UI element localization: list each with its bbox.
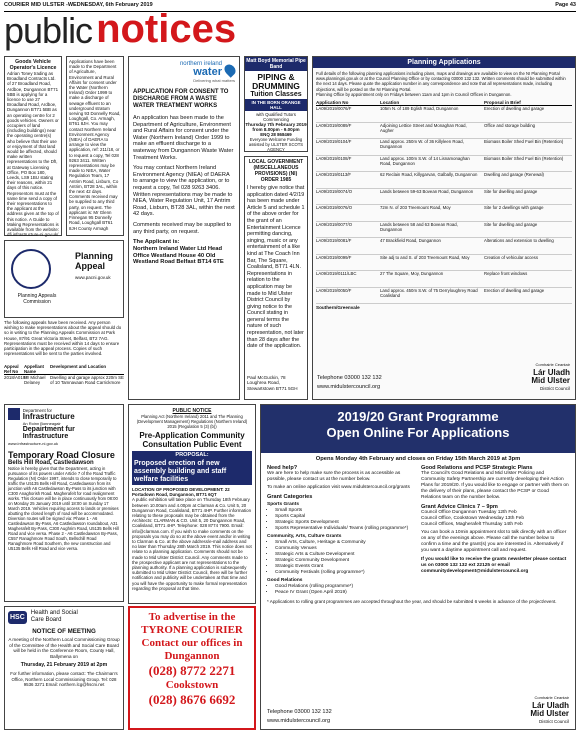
grant-logo-line1: Comhairle Ceantair bbox=[534, 695, 569, 700]
piping-date: Thursday 7th February 2019 bbox=[245, 122, 307, 127]
table-row bbox=[316, 238, 572, 255]
piping-extra: Everyone Welcome Funding assisted by ULSTER SCOTS AGENCY bbox=[248, 137, 304, 152]
grant-sports-heading: Sports Grants bbox=[267, 502, 299, 507]
grant-col-left bbox=[267, 465, 413, 596]
app-location: 62 Reclain Road, Killygarvan, Galbally, Dungannon bbox=[380, 172, 478, 177]
niw-para3: Comments received may be supplied to any third party, on request. bbox=[133, 221, 232, 235]
appeal-row bbox=[4, 375, 124, 385]
table-row bbox=[316, 139, 572, 156]
niw-title: APPLICATION FOR CONSENT TO DISCHARGE FROM A WASTE WATER TREATMENT WORKS bbox=[133, 89, 229, 109]
grant-phone: Telephone 03000 132 132 bbox=[267, 709, 332, 715]
pac-logo-icon bbox=[11, 249, 51, 289]
pac-web: www.pacni.gov.uk bbox=[75, 275, 111, 280]
app-proposal: Office and storage building bbox=[484, 122, 536, 128]
planning-council-logo bbox=[531, 361, 570, 393]
daera-consent-notice bbox=[66, 56, 124, 236]
table-row bbox=[316, 172, 572, 189]
grant-col-right bbox=[421, 465, 569, 596]
niw-para2: You may contact Northern Ireland Environment Agency (NIEA) of DAERA to arrange to view the application, or to request a copy, Tel 028 9263 3406. Written representations may be made to NIEA, Water Regulation Unit, 17 Antrim Road, Lisburn, BT28 3AL, within the next 42 days. bbox=[133, 165, 235, 218]
advert-line3: Contact our offices in bbox=[141, 637, 243, 649]
council-logo-line2: Lár Uladh bbox=[533, 368, 570, 377]
dfi-line2: Infrastructure bbox=[22, 412, 75, 421]
piping-notice bbox=[244, 56, 308, 152]
niw-applicant-label: The Applicant is: bbox=[133, 239, 180, 246]
list-item: • Sports Representative Individuals/ Teams (rolling programme*) bbox=[275, 526, 413, 532]
app-number: LA09/2019/0111/LBC bbox=[316, 271, 357, 276]
niw-notice bbox=[128, 56, 240, 400]
hsc-notice-title: NOTICE OF MEETING bbox=[32, 628, 96, 635]
grant-community-heading: Community, Arts, Culture Grants bbox=[267, 534, 342, 539]
piping-band: Matt Boyd Memorial Pipe Band bbox=[246, 58, 306, 70]
piping-sub: Tuition Classes bbox=[250, 91, 302, 98]
piping-time: from 8.00pm - 9.00pm bbox=[252, 127, 300, 132]
grant-logo-line2: Lár Uladh bbox=[532, 701, 569, 710]
list-item: • Strategic Sports Development bbox=[275, 520, 413, 526]
app-proposal: Erection of dwelling and garage bbox=[484, 106, 545, 111]
app-proposal: Replace front windows bbox=[484, 271, 528, 276]
advert-line1: To advertise in the bbox=[148, 611, 236, 623]
licence-signer: Paul McGuckin, 78 Loughrea Road, Stewartstown BT71 5GH bbox=[247, 375, 298, 391]
appeal-body: The following appeals have been received. Any person wishing to make representations about the appeal should do so in writing to the Planning Appeals Commission at Park House, 87/91 Great Victoria Street, Belfast, BT2 7AG. Representations must be received within 14 days to ensure participation in the appeal process. Copies of such representations will be sent to the parties involved. bbox=[4, 320, 122, 357]
pn-proposal: Proposed erection of new assembly building and staff welfare facilities bbox=[132, 459, 252, 485]
dfi-mark-icon bbox=[8, 408, 20, 420]
grant-clinic-heading: Grant Advice Clinics 7 – 9pm bbox=[421, 504, 498, 510]
daera-consent-body: Applications have been made to the Department of Agriculture, Environment and Rural Affairs for consent under the Water (Northern Ireland) Order 1999 to make a discharge of sewage effluent to an underground stratum serving 93 Donnelly Road, Loughgall, Co. Armagh, BT61 8JH. You may contact Northern Ireland Environment Agency (NIEA) of DAERA to arrange to view the application, ref: 211/18, or to request a copy, Tel 028 9263 3411. Written representations may be made to NIEA, Water Regulation Team, 17 Antrim Road, Lisburn, Co Antrim, BT28 3AL, within the next 42 days. Comments received may be supplied to any third party, on request. The applicant is: Mr Glenn Finnegan 95 Donnelly Road, Loughgall BT61 8JH County Armagh bbox=[69, 59, 121, 231]
pn-proposal-label: PROPOSAL: bbox=[132, 451, 252, 459]
hsc-meeting-notice bbox=[4, 606, 124, 730]
grant-opens: Opens Monday 4th February and closes on Friday 15th March 2019 at 3pm bbox=[315, 456, 521, 462]
app-number: LA09/2019/0050/F bbox=[316, 287, 352, 293]
appeal-col-ref: Appeal Ref No bbox=[4, 364, 19, 374]
pac-title-line1: Planning bbox=[75, 251, 113, 261]
grant-receive: If you would like to receive the grants newsletter please contact us on 03000 132 132 ext 22125 or email bbox=[421, 557, 567, 568]
hsc-header bbox=[8, 610, 120, 624]
goods-vehicle-body: Adrian Toney trading as Broadland Contracts Ltd. of 27 Broadland Road, Ardboe, Dungannon BT71 5BB is applying for a licence to use 27 Broadland Road, Ardboe, Dungannon BT71 5BB as an operating centre for 2 goods vehicles. Owners or occupiers of land (including buildings) near the operating centre(s) who believe that their use or enjoyment of that land would be affected, should make written representations to the DfI, at Gateway Licensing Office, PO Box 180, Leeds, LS9 1BU stating their reasons, within 21 days of this notice. Representors must at the same time send a copy of their representations to the applicant at the address given at the top of this notice. A Guide to Making Representations is available from the website: dfi.infrastructure-ni.gov.uk/ bbox=[7, 71, 59, 238]
app-location: Lands between 58 and 63 Bovean Road, Dungannon bbox=[380, 221, 458, 232]
licence-title: LOCAL GOVERNMENT (MISCELLANEOUS PROVISIONS) (NI) ORDER 1985 bbox=[248, 159, 304, 183]
grant-need-heading: Need help? bbox=[267, 465, 298, 471]
grant-programme-notice bbox=[260, 404, 576, 730]
niw-tagline: Delivering what matters bbox=[193, 78, 235, 83]
planning-phone: Telephone 03000 132 132 bbox=[317, 375, 382, 381]
goods-vehicle-notice bbox=[4, 56, 62, 236]
grant-footnote: * Applications to rolling grant programmes are accepted throughout the year, and should be submitted 6 weeks in advance of the project/event. bbox=[267, 599, 557, 604]
grant-advice: You can book a 10min appointment slot to talk directly with an officer on any of the evenings above. Please call the number below to confirm a time and the grant(s) you are interested in. Alternatively if you want a daytime appointment call and request. bbox=[421, 530, 567, 553]
appeal-col-name: Appellant Name bbox=[24, 364, 45, 374]
grant-columns bbox=[261, 465, 575, 596]
piping-title: PIPING & DRUMMING bbox=[252, 72, 300, 91]
pn-title: Pre-Application Community Consultation Public Event bbox=[139, 431, 245, 449]
pn-body: A public exhibition will take place on Thursday 18th February between 10.00am and 4.00pm at Clarman & Co. Unit 5, 20 Dungannon Road, Coalisland, BT71 4HP. Further information relating to these proposals may be obtained from the Architects: CLARMAN & CO. Unit 5, 20 Dungannon Road, Coalisland, BT71 4HP. Telephone: 028 8774 7900. Email: info@clarman.com. If you wish to make comments on the proposals you may do so at the above event and/or in writing to Clarman & Co. at the above address/e-mail address and no later than Thursday 28th March 2019. This notice does not relate to a planning application. Comments should not be made to Mid Ulster District Council. Any comments made to the prospective applicant are not representations to the planning authority. If a planning application is subsequently submitted to Mid Ulster District Council, there will be further notification and publicity will be undertaken at that time and you will have the opportunity to make formal representation regarding the proposal at that time. bbox=[132, 497, 252, 591]
app-number: LA09/2019/0076/F bbox=[316, 106, 352, 111]
page-number: Page 43 bbox=[555, 2, 576, 8]
app-proposal: Creation of vehicular access bbox=[484, 254, 538, 260]
masthead-notices: notices bbox=[96, 7, 237, 51]
app-proposal: Dwelling and garage (Renewal) bbox=[484, 172, 544, 177]
grant-banner bbox=[261, 405, 575, 453]
closure-title: Temporary Road Closure bbox=[8, 450, 115, 460]
niw-brand-line1: northern ireland bbox=[179, 61, 222, 67]
masthead bbox=[4, 7, 304, 52]
grant-sports-list bbox=[267, 508, 413, 532]
app-location: 47 Brackfield Road, Dungannon bbox=[380, 238, 441, 243]
grant-council-logo bbox=[530, 694, 569, 726]
planning-office: Planning Office by appointment only on Fridays between 11am and 1pm in Council Offices in Dungannon. bbox=[316, 92, 512, 97]
list-item: Council Office, Cookstown Wednesday 13th Feb bbox=[421, 516, 525, 521]
grant-community-list bbox=[267, 540, 413, 576]
list-item: • Community Venues bbox=[275, 546, 413, 552]
grant-title1: 2019/20 Grant Programme bbox=[337, 409, 499, 424]
piping-line: with Qualified Tutors Commencing bbox=[256, 112, 296, 122]
niw-para1: An application has been made to the Department of Agriculture, Environment and Rural Affairs for consent under the Water (Northern Ireland) Order 1999 to make an effluent discharge to a waterway from Dungannon Waste Water Treatment Works. bbox=[133, 115, 234, 161]
grant-logo-line3: Mid Ulster bbox=[530, 709, 569, 718]
table-row bbox=[316, 222, 572, 239]
app-location: Lands between 59-63 Bovean Road, Dungannon bbox=[380, 188, 474, 194]
grant-email: communitydevelopment@midulstercouncil.org bbox=[421, 569, 529, 574]
grant-categories-heading: Grant Categories bbox=[267, 494, 313, 500]
grant-title2: Open Online For Applications bbox=[326, 425, 510, 440]
app-location: Land approx. 450m S.W. of 75 Derryloughrey Road Coalisland bbox=[380, 287, 478, 298]
piping-venue: IN THE BORN ORANGE HALL bbox=[245, 99, 307, 111]
app-proposal: Site for 2 dwellings with garage bbox=[484, 205, 544, 210]
grant-gr-heading: Good Relations and PCSP Strategic Plans bbox=[421, 465, 533, 471]
dfi-line3: An Roinn Bonneagair bbox=[22, 421, 61, 426]
app-number: LA09/2019/0074/O bbox=[316, 188, 353, 194]
grant-good-list bbox=[267, 584, 413, 596]
hsc-title1: Health and Social bbox=[30, 610, 78, 616]
entertainment-licence-notice bbox=[244, 156, 308, 400]
appeal-table-head bbox=[4, 364, 124, 375]
appeal-col-dev: Development and Location bbox=[50, 364, 107, 369]
pn-sub: Planning Act (Northern Ireland) 2011 and The Planning (Development Management) Regulations (Northern Ireland) 2015 (Regulation 5 (3) (b)) bbox=[136, 414, 248, 429]
list-item: • Strategic Events Grant bbox=[275, 564, 413, 570]
app-number: LA09/2019/0113/F bbox=[316, 172, 352, 177]
list-item: Council Offices, Magherafelt Thursday 14th Feb bbox=[421, 522, 523, 527]
hsc-title2: Care Board bbox=[30, 617, 62, 623]
list-item: • Good Relations (rolling programme*) bbox=[275, 584, 413, 590]
road-closure-notice bbox=[4, 404, 124, 602]
advert-phone2: (028) 8676 6692 bbox=[148, 692, 236, 707]
app-proposal: Biomass Boiler Shed Fuel Bin (Retention) bbox=[484, 155, 564, 161]
col-proposal: Proposal in Brief bbox=[484, 100, 521, 105]
goods-vehicle-title: Goods Vehicle Operator's Licence bbox=[9, 59, 57, 71]
app-number: LA09/2019/0081/F bbox=[316, 238, 352, 243]
advert-line4: Dungannon bbox=[164, 650, 220, 662]
app-proposal: Alterations and extension to dwelling bbox=[484, 238, 554, 243]
pn-location: LOCATION OF PROPOSED DEVELOPMENT: 22 Portadown Road, Dungannon, BT71 6QT bbox=[132, 487, 230, 498]
list-item: Council Office Dungannon Tuesday 12th Feb bbox=[421, 510, 517, 515]
app-proposal: Biomass Boiler Shed Fuel Bin (Retention) bbox=[484, 139, 564, 144]
appeal-ref: 2018/A0197 bbox=[4, 375, 28, 380]
dfi-line1: Department for bbox=[22, 408, 53, 413]
pac-commission: Planning Appeals Commission bbox=[17, 293, 57, 305]
table-row bbox=[316, 123, 572, 140]
header-publication: COURIER MID ULSTER -WEDNESDAY, 6th February 2019 bbox=[4, 2, 153, 8]
list-item: • Strategic Arts & Culture Development bbox=[275, 552, 413, 558]
advert-line5: Cookstown bbox=[165, 679, 219, 691]
grant-clinic-list bbox=[421, 510, 569, 528]
table-row bbox=[316, 288, 572, 305]
advert-line2: TYRONE COURIER bbox=[141, 624, 243, 636]
planning-region: Southern/Greenvale bbox=[316, 305, 360, 310]
pac-title-line2: Appeal bbox=[75, 261, 106, 271]
hsc-date: Thursday, 21 February 2019 at 2pm bbox=[20, 662, 108, 669]
advertise-box bbox=[128, 606, 256, 730]
table-row bbox=[316, 255, 572, 272]
piping-phone: ENQ 28 868469 bbox=[260, 132, 292, 137]
app-location: Land approx. 100m S.W. of 14 Lisnamonaghan Road, Dungannon bbox=[380, 155, 470, 166]
app-location: 105m N. of 189 Eglish Road, Dungannon bbox=[380, 106, 459, 111]
app-number: LA09/2019/0108/F bbox=[316, 155, 352, 161]
planning-title: Planning Applications bbox=[313, 57, 575, 68]
licence-body: I hereby give notice that application dated 4/2/19 has been made under Article 5 and schedule 1 of the above order for the grant of an Entertainment Licence permitting dancing, singing, music or any entertainment of a like kind at The Coach Inn Bar, The Square, Coalisland, BT71 4LN. Representations in relation to the application may be made to Mid Ulster District Council by giving notice to the Council stating in general terms the nature of such representation, not later than 28 days after the date of the application. bbox=[247, 185, 305, 350]
dfi-line4: Depairtment fur Infrastructure bbox=[22, 426, 75, 440]
app-number: LA09/2019/0077/O bbox=[316, 221, 353, 227]
pre-application-notice bbox=[128, 404, 256, 604]
app-location: 72m N. of 203 Treemount Road, Moy bbox=[380, 205, 451, 210]
table-row bbox=[316, 189, 572, 206]
closure-road: Bells Hill Road, Castledawson bbox=[8, 460, 94, 466]
table-row bbox=[316, 271, 572, 288]
list-item: • Community Festivals (rolling programme*) bbox=[275, 570, 413, 576]
planning-applications-notice bbox=[312, 56, 576, 400]
grant-gr: The Council's Good Relations and Mid Ulster Policing and Community Safety Partnership are currently developing their Action Plans for 2019/20. If you would like to engage or partner with them on the delivery of their plans, please contact the PCSP or Good Relations team on the number below. bbox=[421, 471, 569, 500]
council-logo-line4: District Council bbox=[539, 386, 570, 391]
hsc-logo: HSC bbox=[8, 611, 27, 624]
dfi-logo bbox=[8, 408, 120, 440]
app-location: Adjoining Lettice Street and Monaghan Road, Augher bbox=[380, 122, 467, 133]
list-item: • Peace IV Grant (Open April 2019) bbox=[275, 590, 413, 596]
grant-apply: To make an online application visit www.midulstercouncil.org/grants bbox=[267, 485, 410, 490]
table-row bbox=[316, 205, 572, 222]
app-number: LA09/2019/0099/F bbox=[316, 254, 352, 260]
niw-brand-line2: water bbox=[193, 66, 222, 78]
appeal-name: Mr Michael Delaney bbox=[24, 375, 46, 385]
appeal-dev: Dwelling and garage approx 220m SE of 10 Tamnavaan Road Carrickmore bbox=[50, 375, 124, 385]
hsc-contact: For further information, please contact: The Chairman's Office, Northern Local Commissioning Group. Tel: 028 9536 3271 Email: northern.lcg@hscni.net bbox=[10, 671, 118, 688]
grant-good-heading: Good Relations bbox=[267, 578, 303, 583]
pn-label: PUBLIC NOTICE bbox=[172, 408, 212, 414]
app-location: Land approx. 250m W. of 36 Killyleen Road, Dungannon bbox=[380, 139, 464, 150]
table-row bbox=[316, 106, 572, 123]
table-row bbox=[316, 156, 572, 173]
app-number: LA09/2019/0089/F bbox=[316, 122, 352, 128]
app-proposal: Site for dwelling and garage bbox=[484, 221, 538, 227]
dfi-web: www.infrastructure-ni.gov.uk bbox=[8, 441, 58, 446]
advert-phone1: (028) 8772 2271 bbox=[148, 663, 236, 678]
list-item: • Strategic Community Development bbox=[275, 558, 413, 564]
app-location: 27 The Square, Moy, Dungannon bbox=[380, 271, 444, 276]
list-item: • Small Arts, Culture, Heritage & Community bbox=[275, 540, 413, 546]
planning-intro: Full details of the following planning applications including plans, maps and drawings are available to view on the NI Planning Portal www.planningni.gov.uk or at the Council Planning Office or by contacting 03000 132 132. Written comments should be submitted within the next 14 days. Please quote the application number in any correspondence and note that all representations made, including objections, will be posted on the NI Planning Portal. bbox=[316, 71, 566, 92]
list-item: • Sports Capital bbox=[275, 514, 413, 520]
grant-need: We are here to help make sure the process is as accessible as possible, please contact us at the number below. bbox=[267, 471, 401, 482]
hsc-body: A meeting of the Northern Local Commissioning Group of the Committee of the Health and Social Care Board will be held in the Conference Room, County Hall, Ballymena on bbox=[8, 637, 120, 659]
app-number: LA09/2019/0076/O bbox=[316, 205, 353, 210]
planning-appeal-notice bbox=[4, 320, 124, 400]
list-item: • Small Sports bbox=[275, 508, 413, 514]
planning-appeal-panel bbox=[4, 240, 124, 318]
closure-body: Notice is hereby given that the Department, acting in pursuance of its powers under Article 7 of the Road Traffic Regulation (NI) Order 1997, intends to close temporarily to traffic the U5135 Bells Hill Road, Castledawson from its junction with A6 Castledawson By-Pass to its junction with C300 Anaghorish Road. Magherafelt for road realignment works. This closure will be in place continuously from 08:00 on Monday 25 January 2019 until 18:00 on Sunday 17 March 2019. Vehicles requiring access to lands or premises abutting the closed length of road will be accommodated. Diversion routes will be signed via: Phase 1 - A6 Castledawson By-Pass, A6 Castledawson roundabout, A31 Magherafelt By-Pass, C300 Aughrim Road, U5135 Bells Hill Road and vice versa. Phase 2 - A6 Castledawson By-Pass, C557 Ranaghmore Road South, Bellschill Road Ranaghmore Road Southern, the new construction and U5135 Bells Hill Road and vice versa. bbox=[8, 466, 119, 551]
col-location: Location bbox=[380, 100, 400, 105]
water-drop-icon bbox=[222, 62, 238, 78]
niw-logo bbox=[133, 61, 235, 78]
grant-logo-line4: District Council bbox=[538, 719, 569, 724]
masthead-public: public bbox=[4, 10, 93, 51]
col-app-no: Application No bbox=[316, 100, 349, 105]
pac-title bbox=[75, 251, 113, 271]
niw-applicant: Northern Ireland Water Ltd Head Office Westland House 40 Old Westland Road Belfast BT14 6TE bbox=[133, 245, 224, 266]
planning-table-body bbox=[316, 106, 572, 304]
app-location: Site adj to and S. of 203 Treemount Road, Moy bbox=[380, 254, 470, 260]
app-proposal: Erection of dwelling and garage bbox=[484, 287, 545, 293]
app-number: LA09/2019/0104/F bbox=[316, 139, 352, 144]
council-logo-line1: Comhairle Ceantair bbox=[535, 362, 570, 367]
council-logo-line3: Mid Ulster bbox=[531, 376, 570, 385]
planning-web: www.midulstercouncil.org bbox=[317, 384, 381, 390]
app-proposal: Site for dwelling and garage bbox=[484, 188, 538, 194]
grant-web: www.midulstercouncil.org bbox=[267, 718, 331, 724]
